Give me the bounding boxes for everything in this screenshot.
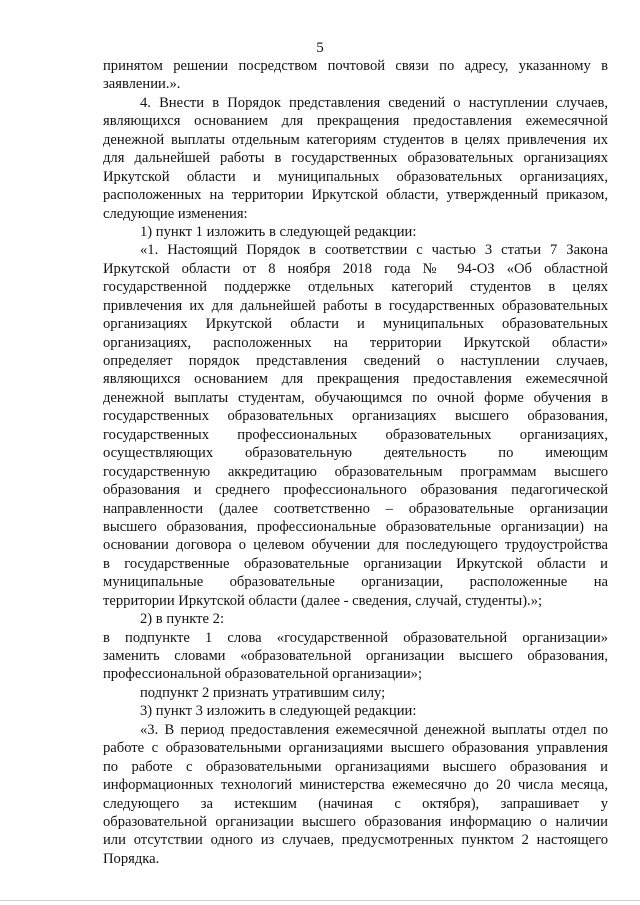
text-line: Иркутской области и муниципальных образовательных организациях,	[103, 168, 608, 185]
text-line: являющихся основанием для прекращения предоставления ежемесячной	[103, 371, 608, 388]
text-line: следующие изменения:	[103, 205, 248, 222]
text-line: для дальнейшей работы в государственных образовательных организациях	[103, 150, 608, 167]
text-line: информационных технологий министерства ежемесячно до 20 числа месяца,	[103, 777, 608, 794]
text-line: или отсутствии одного из случаев, предусмотренных пунктом 2 настоящего	[103, 832, 608, 849]
text-line: профессиональной образовательной организации»;	[103, 666, 423, 683]
text-line: 1) пункт 1 изложить в следующей редакции:	[140, 223, 417, 240]
text-line: «3. В период предоставления ежемесячной денежной выплаты отдел по	[140, 721, 608, 738]
text-line: привлечения их для дальнейшей работы в государственных образовательных	[103, 297, 608, 314]
text-line: по работе с образовательными организациями высшего образования и	[103, 758, 608, 775]
text-line: осуществляющих образовательную деятельность по имеющим	[103, 445, 608, 462]
text-line: принятом решении посредством почтовой связи по адресу, указанному в	[103, 58, 608, 74]
text-line: государственной поддержке отдельных категорий студентов в целях	[103, 279, 608, 296]
document-body	[103, 57, 608, 868]
text-line: являющихся основанием для прекращения предоставления ежемесячной	[103, 113, 608, 130]
text-line: государственных образовательных организациях высшего образования,	[103, 408, 608, 425]
text-line: «1. Настоящий Порядок в соответствии с частью 3 статьи 7 Закона	[140, 242, 608, 259]
text-line: организациях Иркутской области и муниципальных образовательных	[103, 316, 608, 333]
text-line: 4. Внести в Порядок представления сведений о наступлении случаев,	[140, 94, 608, 111]
text-line: Порядка.	[103, 850, 160, 867]
text-line: в подпункте 1 слова «государственной образовательной организации»	[103, 629, 608, 646]
text-line: образования и среднего профессионального образования педагогической	[103, 482, 608, 499]
text-line: подпункт 2 признать утратившим силу;	[140, 684, 386, 701]
text-line: денежной выплаты студентам, обучающимся по очной форме обучения в	[103, 389, 608, 406]
text-line: территории Иркутской области (далее - сведения, случай, студенты).»;	[103, 592, 543, 609]
page-number: 5	[316, 40, 324, 56]
text-line: муниципальные образовательные организации, расположенные на	[103, 574, 608, 591]
text-line: высшего образования, профессиональные образовательные организации) на	[103, 518, 608, 535]
text-line: образовательной организации высшего образования информацию о наличии	[103, 813, 608, 830]
text-line: следующего за истекшим (начиная с октября), запрашивает у	[103, 795, 608, 812]
text-line: основании договора о целевом обучении для последующего трудоустройства	[103, 537, 608, 554]
text-line: направленности (далее соответственно – образовательные организации	[103, 500, 608, 517]
text-line: государственную аккредитацию образовательным программам высшего	[103, 463, 608, 480]
text-line: Иркутской области от 8 ноября 2018 года № 94-ОЗ «Об областной	[103, 260, 608, 277]
text-line: организациях, расположенных на территории Иркутской области»	[103, 334, 608, 351]
text-line: работе с образовательными организациями высшего образования управления	[103, 740, 608, 757]
text-line: 2) в пункте 2:	[140, 611, 225, 628]
text-line: государственных профессиональных образовательных организациях,	[103, 426, 608, 443]
text-line: расположенных на территории Иркутской области, утвержденный приказом,	[103, 187, 608, 204]
text-line: заменить словами «образовательной организации высшего образования,	[103, 648, 608, 664]
text-line: денежной выплаты отдельным категориям студентов в целях привлечения их	[103, 131, 608, 148]
page-bottom-edge	[0, 900, 640, 901]
text-line: в государственные образовательные организации Иркутской области и	[103, 555, 608, 572]
text-line: определяет порядок представления сведений о наступлении случаев,	[103, 353, 608, 369]
text-line: заявлении.».	[103, 76, 181, 93]
text-line: 3) пункт 3 изложить в следующей редакции:	[140, 703, 417, 720]
